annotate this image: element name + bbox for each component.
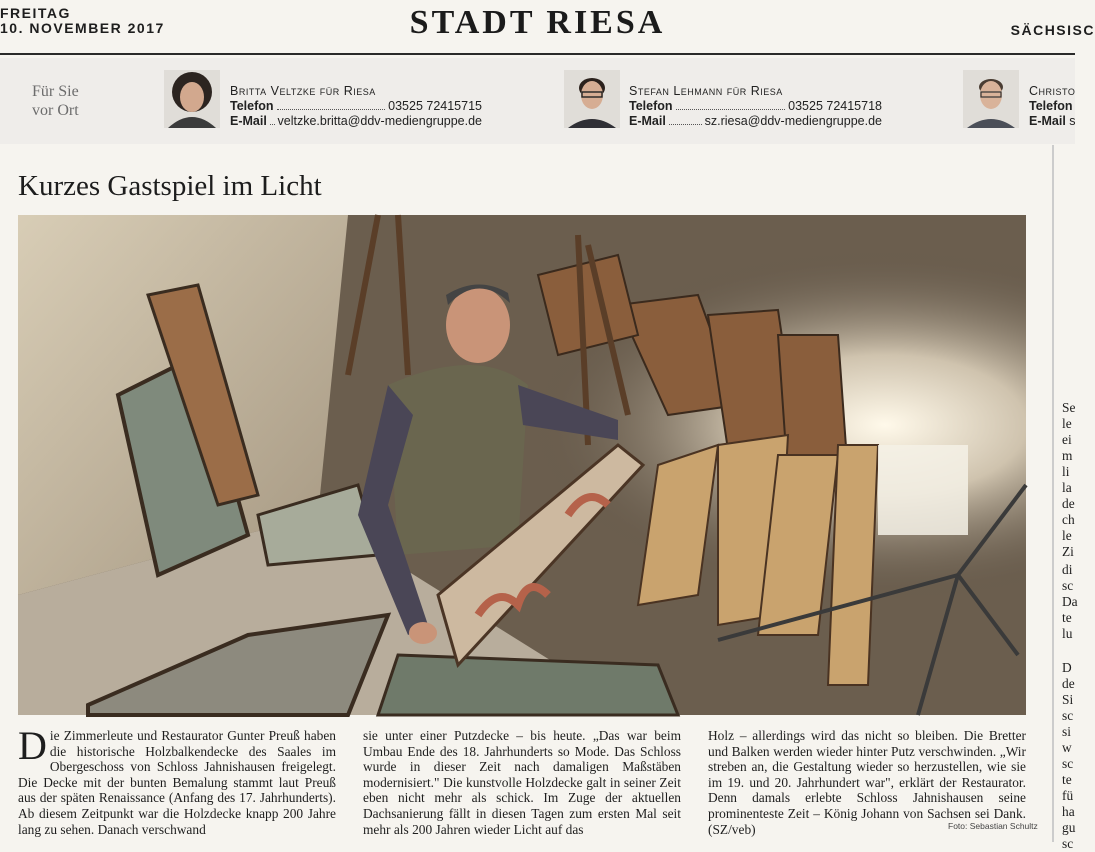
article-column-1: [18, 723, 336, 837]
article-headline: Kurzes Gastspiel im Licht: [18, 170, 322, 202]
fragment-line: si: [1062, 724, 1071, 739]
fragment-line: sc: [1062, 836, 1074, 851]
fragment-line: fü: [1062, 788, 1074, 803]
fragment-line: de: [1062, 496, 1075, 511]
fragment-line: la: [1062, 480, 1072, 495]
fragment-line: sc: [1062, 708, 1074, 723]
phone-number: 03525 72415718: [788, 99, 882, 113]
fragment-line: lu: [1062, 626, 1073, 641]
email-address: sz.riesa@ddv-mediengruppe.de: [704, 114, 882, 128]
article-photo: [18, 215, 1026, 715]
article-column-2: [363, 728, 681, 837]
article-text: sie unter einer Putzdecke – bis heute. „Das war beim Umbau Ende des 18. Jahrhunderts so Mode. Das Schloss wurde in dieser Zeit nach damaligen Maßstäben modernisiert." Die kunstvolle Holzdecke galt in seiner Zeit eben nicht mehr als schick. Im Zuge der aktuellen Dachsanierung fällt in diesen Tagen zum ersten Mal seit mehr als 200 Jahren wieder Licht auf das: [363, 728, 681, 837]
contact-britta: [230, 84, 482, 129]
photo-credit: Foto: Sebastian Schultz: [948, 821, 1038, 831]
avatar-stefan: [564, 70, 620, 128]
fragment-line: ha: [1062, 804, 1075, 819]
fragment-line: le: [1062, 528, 1072, 543]
avatar-christo: [963, 70, 1019, 128]
fragment-line: ei: [1062, 432, 1072, 447]
phone-label: Telefon: [1029, 99, 1073, 113]
contact-christo: [1029, 84, 1075, 129]
fragment-line: ch: [1062, 512, 1075, 527]
fragment-line: sc: [1062, 756, 1074, 771]
fragment-line: li: [1062, 464, 1070, 479]
region-label: SÄCHSISC: [1010, 22, 1095, 38]
email-label: E-Mail: [629, 114, 666, 128]
contact-stefan: [629, 84, 882, 129]
fragment-line: di: [1062, 562, 1073, 577]
fragment-line: w: [1062, 740, 1072, 755]
fragment-line: gu: [1062, 820, 1076, 835]
contact-name: Stefan Lehmann für Riesa: [629, 84, 783, 98]
fragment-line: m: [1062, 448, 1073, 463]
fragment-line: Zi: [1062, 544, 1074, 559]
fragment-line: te: [1062, 610, 1072, 625]
fragment-line: Se: [1062, 400, 1076, 415]
column-rule: [1052, 145, 1054, 842]
fragment-line: Da: [1062, 594, 1078, 609]
masthead: STADT RIESA: [409, 4, 666, 41]
contact-band: [0, 58, 1075, 144]
header-rule: [0, 53, 1075, 55]
contact-name: Christo: [1029, 84, 1076, 98]
email-label: E-Mail: [1029, 114, 1066, 128]
fragment-line: le: [1062, 416, 1072, 431]
article-text: Holz – allerdings wird das nicht so bleiben. Die Bretter und Balken werden wieder hinter Putz verschwinden. „Wir streben an, die Gestaltung wieder so herzustellen, wie sie im 19. und 20. Jahrhundert war", erklärt der Restaurator. Denn damals erlebte Schloss Jahnishausen seine prominenteste Zeit – König Johann von Sachsen sei Dank. (SZ/veb): [708, 728, 1026, 837]
phone-label: Telefon: [230, 99, 274, 113]
fragment-line: de: [1062, 676, 1075, 691]
email-address: veltzke.britta@ddv-mediengruppe.de: [277, 114, 482, 128]
fragment-line: D: [1062, 660, 1072, 675]
fragment-line: Si: [1062, 692, 1074, 707]
weekday: FREITAG: [0, 5, 71, 21]
email-label: E-Mail: [230, 114, 267, 128]
email-address: s: [1069, 114, 1076, 128]
article-text: ie Zimmerleute und Restaurator Gunter Preuß haben die historische Holzbalkendecke des Saales im Obergeschoss von Schloss Jahnishausen freigelegt. Die Decke mit der bunten Bemalung stammt laut Preuß aus der späten Renaissance (Anfang des 17. Jahrhunderts). Ab diesem Zeitpunkt war die Holzdecke knapp 200 Jahre lang zu sehen. Danach verschwand: [18, 728, 336, 837]
fragment-line: te: [1062, 772, 1072, 787]
contact-name: Britta Veltzke für Riesa: [230, 84, 376, 98]
date: 10. NOVEMBER 2017: [0, 20, 165, 36]
avatar-britta: [164, 70, 220, 128]
contact-band-label: Für Sie vor Ort: [32, 83, 79, 119]
fragment-line: sc: [1062, 578, 1074, 593]
phone-label: Telefon: [629, 99, 673, 113]
drop-cap: D: [18, 723, 47, 768]
phone-number: 03525 72415715: [388, 99, 482, 113]
